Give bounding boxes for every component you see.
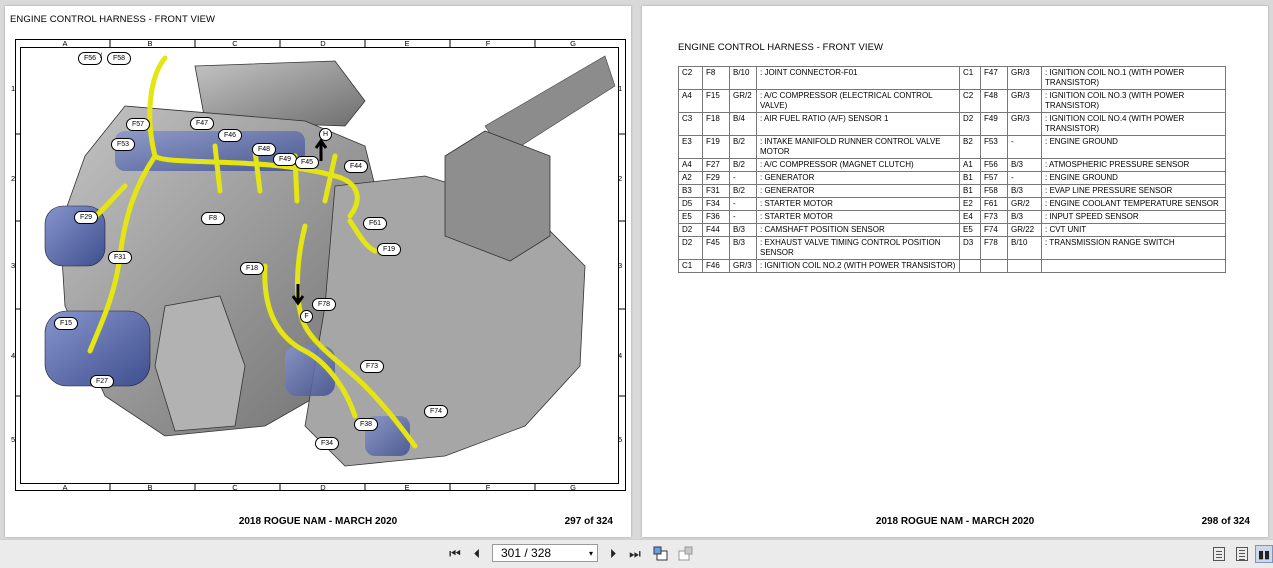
table-cell: B/3: [1008, 159, 1042, 172]
connector-callout: F49: [273, 153, 297, 166]
table-cell: F45: [703, 237, 730, 260]
table-row: [679, 90, 1226, 113]
table-cell: C2: [679, 67, 703, 90]
grid-col-label: A: [62, 39, 68, 48]
grid-col-label: F: [485, 39, 491, 48]
single-page-view-button[interactable]: [1210, 545, 1228, 563]
table-cell: : AIR FUEL RATIO (A/F) SENSOR 1: [757, 113, 960, 136]
last-page-icon: ⏭: [629, 546, 641, 561]
table-cell: : STARTER MOTOR: [757, 211, 960, 224]
chevron-down-icon: ▾: [588, 549, 593, 558]
table-cell: : IGNITION COIL NO.1 (WITH POWER TRANSISTOR): [1042, 67, 1226, 90]
table-cell: A4: [679, 159, 703, 172]
prev-page-button[interactable]: [468, 545, 486, 563]
table-cell: F53: [981, 136, 1008, 159]
table-cell: E2: [960, 198, 981, 211]
grid-row-label: 2: [11, 174, 16, 183]
left-page: [5, 6, 631, 537]
table-cell: : ENGINE GROUND: [1042, 136, 1226, 159]
table-cell: B/4: [730, 113, 757, 136]
table-cell: [1042, 260, 1226, 273]
connector-table: [678, 66, 1226, 273]
table-cell: F47: [981, 67, 1008, 90]
connector-callout: F61: [363, 217, 387, 230]
connector-callout: H: [319, 128, 332, 141]
right-footer-title: 2018 ROGUE NAM - MARCH 2020: [875, 516, 1035, 527]
table-row: [679, 211, 1226, 224]
grid-col-label: A: [62, 483, 68, 492]
table-cell: F31: [703, 185, 730, 198]
last-page-button[interactable]: [626, 545, 644, 563]
table-cell: F44: [703, 224, 730, 237]
two-page-view-button[interactable]: [1255, 545, 1273, 563]
table-cell: : INTAKE MANIFOLD RUNNER CONTROL VALVE MOTOR: [757, 136, 960, 159]
connector-callout: F38: [354, 418, 378, 431]
table-row: [679, 224, 1226, 237]
right-page-title: ENGINE CONTROL HARNESS - FRONT VIEW: [678, 42, 884, 53]
table-row: [679, 198, 1226, 211]
right-footer-page: 298 of 324: [1201, 516, 1250, 527]
rotate-left-button[interactable]: [652, 545, 670, 563]
table-cell: F29: [703, 172, 730, 185]
grid-col-label: D: [320, 483, 326, 492]
continuous-view-button[interactable]: [1233, 545, 1251, 563]
table-cell: C1: [679, 260, 703, 273]
connector-callout: F53: [111, 138, 135, 151]
connector-callout: F47: [190, 117, 214, 130]
callout-separator: /: [100, 53, 102, 60]
right-page: [642, 6, 1268, 537]
table-cell: F8: [703, 67, 730, 90]
grid-row-label: 1: [618, 84, 623, 93]
viewer-toolbar: [0, 539, 1273, 568]
connector-callout: F73: [360, 360, 384, 373]
left-footer-title: 2018 ROGUE NAM - MARCH 2020: [238, 516, 398, 527]
grid-row-label: 4: [618, 351, 623, 360]
connector-callout: F18: [240, 262, 264, 275]
connector-callout: F: [300, 310, 313, 323]
connector-callout: F48: [252, 143, 276, 156]
table-cell: : GENERATOR: [757, 185, 960, 198]
table-cell: -: [730, 211, 757, 224]
continuous-page-icon: [1236, 547, 1248, 561]
connector-callout: F46: [218, 129, 242, 142]
table-cell: E3: [679, 136, 703, 159]
connector-callout: F19: [377, 243, 401, 256]
table-cell: : EVAP LINE PRESSURE SENSOR: [1042, 185, 1226, 198]
table-cell: B/2: [730, 136, 757, 159]
table-cell: B/3: [1008, 185, 1042, 198]
table-cell: F27: [703, 159, 730, 172]
grid-row-label: 4: [11, 351, 16, 360]
engine-illustration: [5, 6, 631, 537]
table-cell: [960, 260, 981, 273]
table-row: [679, 185, 1226, 198]
grid-row-label: 3: [11, 261, 16, 270]
connector-callout: F31: [108, 251, 132, 264]
table-cell: E5: [960, 224, 981, 237]
table-cell: F58: [981, 185, 1008, 198]
table-cell: D3: [960, 237, 981, 260]
table-cell: F18: [703, 113, 730, 136]
table-cell: : A/C COMPRESSOR (ELECTRICAL CONTROL VALVE): [757, 90, 960, 113]
table-cell: D5: [679, 198, 703, 211]
connector-callout: F27: [90, 375, 114, 388]
table-cell: [1008, 260, 1042, 273]
table-cell: F73: [981, 211, 1008, 224]
table-cell: D2: [679, 224, 703, 237]
table-cell: GR/3: [1008, 90, 1042, 113]
table-cell: F46: [703, 260, 730, 273]
table-cell: F15: [703, 90, 730, 113]
table-row: [679, 113, 1226, 136]
rotate-right-icon: [677, 546, 693, 562]
table-cell: : EXHAUST VALVE TIMING CONTROL POSITION SENSOR: [757, 237, 960, 260]
grid-col-label: C: [232, 483, 238, 492]
table-cell: F61: [981, 198, 1008, 211]
table-cell: F49: [981, 113, 1008, 136]
connector-callout: F15: [54, 317, 78, 330]
table-cell: B1: [960, 172, 981, 185]
connector-callout: F58: [107, 52, 131, 65]
connector-callout: F45: [295, 156, 319, 169]
table-cell: F78: [981, 237, 1008, 260]
table-cell: F57: [981, 172, 1008, 185]
table-cell: A1: [960, 159, 981, 172]
grid-col-label: E: [404, 39, 410, 48]
table-cell: [981, 260, 1008, 273]
table-cell: -: [730, 198, 757, 211]
table-cell: B/10: [1008, 237, 1042, 260]
table-row: [679, 172, 1226, 185]
table-cell: : CVT UNIT: [1042, 224, 1226, 237]
table-cell: : IGNITION COIL NO.2 (WITH POWER TRANSISTOR): [757, 260, 960, 273]
table-cell: B2: [960, 136, 981, 159]
grid-col-label: G: [570, 39, 576, 48]
two-page-icon: ▮▮: [1257, 548, 1271, 561]
grid-col-label: E: [404, 483, 410, 492]
table-cell: GR/3: [1008, 67, 1042, 90]
table-cell: B3: [679, 185, 703, 198]
table-cell: : ATMOSPHERIC PRESSURE SENSOR: [1042, 159, 1226, 172]
table-cell: : ENGINE GROUND: [1042, 172, 1226, 185]
table-cell: F74: [981, 224, 1008, 237]
table-cell: E5: [679, 211, 703, 224]
table-cell: : A/C COMPRESSOR (MAGNET CLUTCH): [757, 159, 960, 172]
table-cell: : CAMSHAFT POSITION SENSOR: [757, 224, 960, 237]
table-cell: B/2: [730, 185, 757, 198]
table-cell: C3: [679, 113, 703, 136]
next-page-icon: ⏵: [609, 546, 617, 561]
prev-page-icon: ⏴: [473, 546, 481, 561]
table-cell: A4: [679, 90, 703, 113]
table-cell: B/3: [730, 224, 757, 237]
table-cell: GR/22: [1008, 224, 1042, 237]
grid-col-label: G: [570, 483, 576, 492]
connector-callout: F57: [126, 118, 150, 131]
table-row: [679, 67, 1226, 90]
grid-row-label: 3: [618, 261, 623, 270]
table-cell: -: [1008, 136, 1042, 159]
grid-col-label: D: [320, 39, 326, 48]
connector-callout: F44: [344, 160, 368, 173]
single-page-icon: [1213, 547, 1225, 561]
connector-callout: F74: [424, 405, 448, 418]
table-cell: : STARTER MOTOR: [757, 198, 960, 211]
page-select[interactable]: [492, 544, 598, 562]
table-cell: B/2: [730, 159, 757, 172]
page-indicator: 301 / 328: [501, 546, 552, 560]
grid-col-label: B: [147, 483, 153, 492]
table-cell: B/3: [730, 237, 757, 260]
table-cell: : INPUT SPEED SENSOR: [1042, 211, 1226, 224]
left-footer-page: 297 of 324: [564, 516, 613, 527]
table-cell: F34: [703, 198, 730, 211]
table-cell: F56: [981, 159, 1008, 172]
table-cell: C2: [960, 90, 981, 113]
table-cell: F48: [981, 90, 1008, 113]
table-cell: : TRANSMISSION RANGE SWITCH: [1042, 237, 1226, 260]
connector-callout: F29: [74, 211, 98, 224]
table-row: [679, 136, 1226, 159]
grid-row-label: 1: [11, 84, 16, 93]
table-cell: : IGNITION COIL NO.4 (WITH POWER TRANSISTOR): [1042, 113, 1226, 136]
table-cell: F19: [703, 136, 730, 159]
table-cell: B/10: [730, 67, 757, 90]
grid-row-label: 5: [618, 435, 623, 444]
first-page-icon: ⏮: [449, 546, 461, 561]
table-cell: C1: [960, 67, 981, 90]
table-cell: A2: [679, 172, 703, 185]
table-cell: D2: [679, 237, 703, 260]
table-cell: : ENGINE COOLANT TEMPERATURE SENSOR: [1042, 198, 1226, 211]
grid-row-label: 2: [618, 174, 623, 183]
connector-callout: F8: [201, 212, 225, 225]
table-row: [679, 237, 1226, 260]
rotate-left-icon: [653, 546, 669, 562]
table-cell: F36: [703, 211, 730, 224]
table-cell: : JOINT CONNECTOR-F01: [757, 67, 960, 90]
table-cell: B/3: [1008, 211, 1042, 224]
table-row: [679, 159, 1226, 172]
connector-callout: F34: [315, 437, 339, 450]
left-page-title: ENGINE CONTROL HARNESS - FRONT VIEW: [10, 14, 216, 25]
grid-col-label: C: [232, 39, 238, 48]
connector-callout: F78: [312, 298, 336, 311]
connector-callout: F56: [78, 52, 102, 65]
table-cell: GR/3: [730, 260, 757, 273]
table-cell: GR/2: [730, 90, 757, 113]
table-cell: GR/2: [1008, 198, 1042, 211]
grid-row-label: 5: [11, 435, 16, 444]
table-cell: B1: [960, 185, 981, 198]
table-cell: : IGNITION COIL NO.3 (WITH POWER TRANSISTOR): [1042, 90, 1226, 113]
first-page-button[interactable]: [446, 545, 464, 563]
grid-col-label: F: [485, 483, 491, 492]
table-cell: -: [1008, 172, 1042, 185]
table-cell: E4: [960, 211, 981, 224]
table-cell: D2: [960, 113, 981, 136]
table-row: [679, 260, 1226, 273]
table-cell: -: [730, 172, 757, 185]
grid-col-label: B: [147, 39, 153, 48]
rotate-right-button[interactable]: [676, 545, 694, 563]
table-cell: GR/3: [1008, 113, 1042, 136]
next-page-button[interactable]: [604, 545, 622, 563]
table-cell: : GENERATOR: [757, 172, 960, 185]
